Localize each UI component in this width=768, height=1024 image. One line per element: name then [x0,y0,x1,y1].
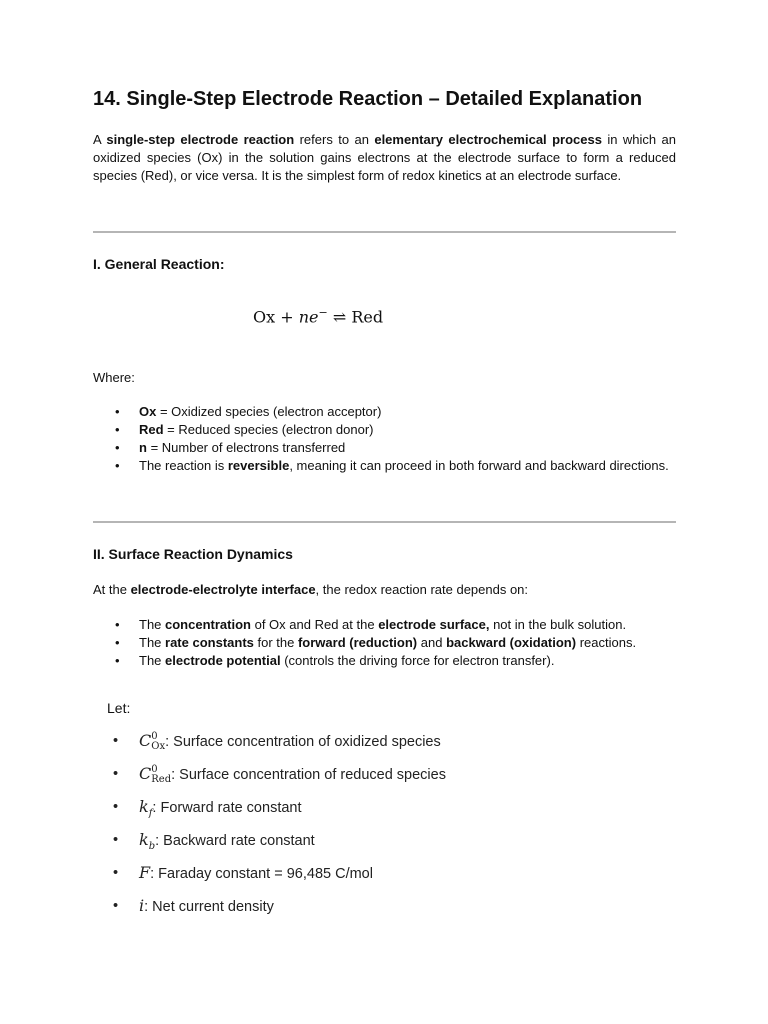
variable-item [113,827,446,860]
let-label: Let: [107,700,131,716]
page-title: 14. Single-Step Electrode Reaction – Detailed Explanation [93,88,643,110]
bullet: • [115,440,120,455]
var-symbol: C [139,731,152,750]
reaction-equation [253,306,383,326]
desc: , meaning it can proceed in both forward and backward directions. [289,458,669,473]
term: n [139,440,147,455]
list-item [93,421,676,439]
var-symbol [139,797,153,820]
var-sup: 0 [151,731,158,743]
bullet: • [113,766,119,782]
eq-charge: − [318,306,328,319]
var-symbol: C [139,764,152,783]
lead-text: At the [93,582,131,597]
t: The [139,617,166,632]
term: reversible [227,458,290,473]
bullet: • [115,458,120,473]
intro-text: in which an oxidized species (Ox) in the solution gains electrons at the electrode surface to form a reduced species (Red), or vice versa. It is the simplest form of redox kinetics at an electrode surface. [93,132,676,183]
section-heading-surface-dynamics: II. Surface Reaction Dynamics [93,546,293,562]
var-sub: Ox [151,741,166,753]
var-desc: : Forward rate constant [152,800,302,816]
intro-bold-term: elementary electrochemical process [374,132,602,147]
var-desc: : Surface concentration of reduced species [171,767,446,783]
list-item [93,457,676,475]
intro-bold-term: single-step electrode reaction [106,132,295,147]
dynamics-lead [93,582,528,597]
var-sup: 0 [151,764,158,776]
var-sub: f [148,808,153,820]
desc: = Reduced species (electron donor) [163,422,374,437]
variable-list [113,728,446,926]
t: of Ox and Red at the [250,617,379,632]
term: Red [139,422,164,437]
var-desc: : Backward rate constant [155,833,315,849]
list-item [93,439,676,457]
bullet: • [113,799,119,815]
b: concentration [165,617,251,632]
t: for the [253,635,298,650]
term: Ox [139,404,157,419]
var-desc: : Net current density [144,899,274,915]
var-letter: k [139,830,149,849]
variable-item [113,893,446,926]
var-sub: b [148,841,156,853]
factor-list [93,616,676,670]
t: not in the bulk solution. [489,617,627,632]
b: backward (oxidation) [446,635,577,650]
b: electrode potential [165,653,281,668]
intro-text: A [93,132,107,147]
bullet: • [115,404,120,419]
eq-ox: Ox [253,307,276,327]
t: and [417,635,447,650]
list-item [93,403,676,421]
lead-text: , the redox reaction rate depends on: [315,582,529,597]
b: electrode surface, [378,617,490,632]
where-label: Where: [93,370,135,385]
eq-plus: + [280,307,294,327]
section-divider [93,521,676,523]
bullet: • [115,422,120,437]
b: rate constants [165,635,254,650]
var-indices [151,732,165,752]
var-symbol [139,830,156,853]
list-item [93,652,676,670]
var-desc: : Surface concentration of oxidized species [165,734,441,750]
var-symbol: F [139,863,151,882]
pre: The reaction is [139,458,228,473]
var-symbol: i [139,896,145,915]
section-heading-general-reaction: I. General Reaction: [93,256,225,272]
bullet: • [115,635,120,650]
variable-item [113,728,446,761]
var-indices [151,765,171,785]
eq-n: n [298,307,310,327]
intro-text: refers to an [294,132,375,147]
eq-arrow: ⇌ [332,307,347,327]
var-sub: Red [151,774,172,786]
var-desc: : Faraday constant = 96,485 C/mol [150,866,373,882]
t: reactions. [576,635,637,650]
eq-red: Red [351,307,384,327]
bullet: • [113,733,119,749]
bullet: • [115,653,120,668]
intro-paragraph [93,131,676,185]
list-item [93,616,676,634]
desc: = Oxidized species (electron acceptor) [156,404,382,419]
bullet: • [115,617,120,632]
variable-item [113,794,446,827]
t: The [139,653,166,668]
list-item [93,634,676,652]
bullet: • [113,832,119,848]
bullet: • [113,898,119,914]
definition-list [93,403,676,475]
t: (controls the driving force for electron transfer). [280,653,555,668]
bullet: • [113,865,119,881]
lead-bold: electrode-electrolyte interface [130,582,316,597]
var-letter: k [139,797,149,816]
b: forward (reduction) [297,635,418,650]
variable-item [113,860,446,893]
section-divider [93,231,676,233]
eq-e: e [309,307,319,327]
t: The [139,635,166,650]
desc: = Number of electrons transferred [146,440,346,455]
variable-item [113,761,446,794]
